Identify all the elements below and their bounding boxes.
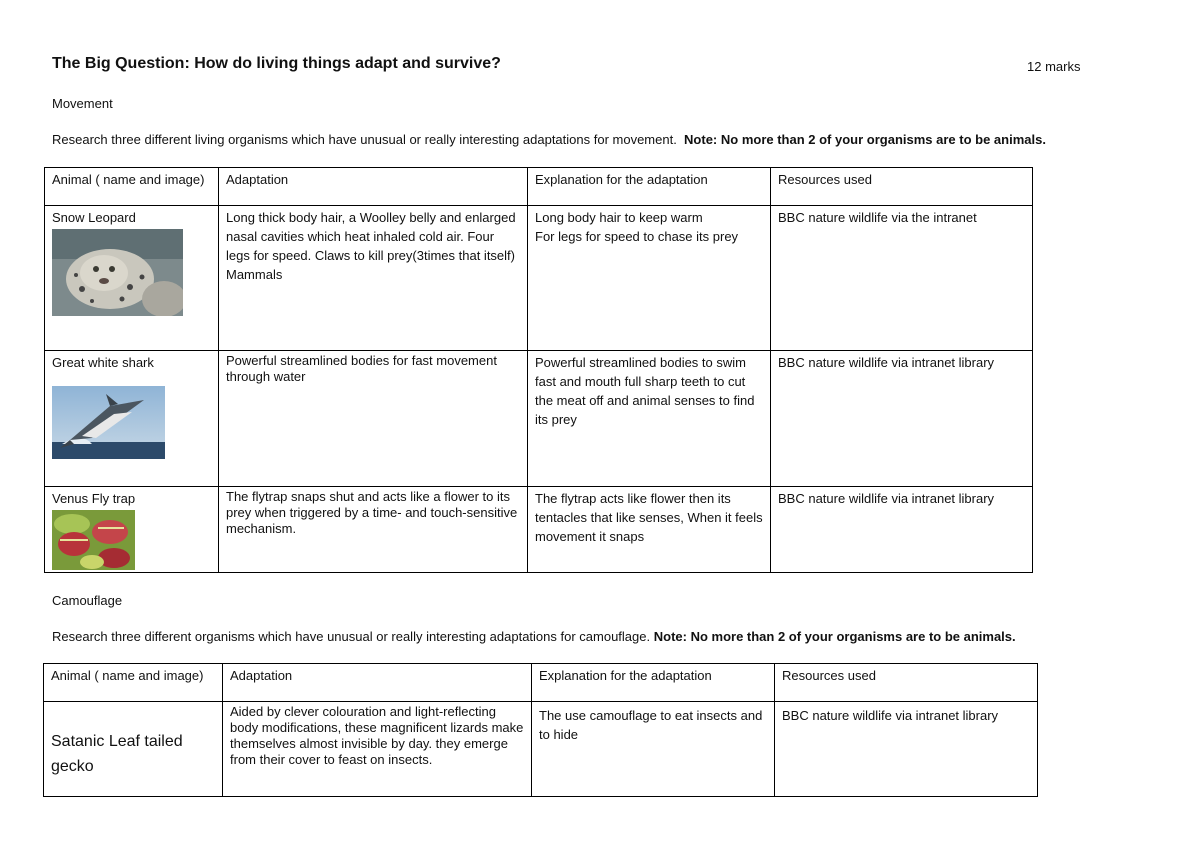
explanation-cell	[528, 206, 771, 351]
column-header: Animal ( name and image)	[45, 168, 219, 206]
explanation-cell: The flytrap acts like flower then its tentacles that like senses, When it feels movement it snaps	[528, 487, 771, 573]
animal-cell	[45, 206, 219, 351]
table-row	[44, 702, 1038, 797]
camouflage-instruction	[52, 629, 1016, 644]
explanation-cell: The use camouflage to eat insects and to hide	[532, 702, 775, 797]
animal-name: Snow Leopard	[52, 210, 136, 225]
table-row	[45, 206, 1033, 351]
resources-cell: BBC nature wildlife via the intranet	[771, 206, 1033, 351]
table-row	[45, 487, 1033, 573]
table-header-row	[44, 664, 1038, 702]
explanation-line: For legs for speed to chase its prey	[535, 229, 739, 244]
column-header: Adaptation	[219, 168, 528, 206]
column-header: Resources used	[775, 664, 1038, 702]
movement-note: Note: No more than 2 of your organisms are to be animals.	[684, 132, 1046, 147]
movement-heading: Movement	[52, 96, 113, 111]
movement-instruction	[52, 132, 1046, 147]
adaptation-cell: Aided by clever colouration and light-reflecting body modifications, these magnificent lizards make themselves almost invisible by day. they emerge from their cover to feast on insects.	[223, 702, 532, 797]
camouflage-heading: Camouflage	[52, 593, 123, 608]
camouflage-instruction-text: Research three different organisms which have unusual or really interesting adaptations for camouflage.	[52, 629, 651, 644]
movement-instruction-text: Research three different living organisms which have unusual or really interesting adaptations for movement.	[52, 132, 677, 147]
adaptation-cell: Long thick body hair, a Woolley belly and enlarged nasal cavities which heat inhaled cold air. Four legs for speed. Claws to kill prey(3times that itself) Mammals	[219, 206, 528, 351]
marks-label: 12 marks	[1027, 59, 1081, 74]
resources-cell: BBC nature wildlife via intranet library	[775, 702, 1038, 797]
page-title: The Big Question: How do living things adapt and survive?	[52, 55, 501, 72]
movement-table	[44, 167, 1033, 573]
animal-name: Venus Fly trap	[52, 491, 136, 506]
column-header: Explanation for the adaptation	[528, 168, 771, 206]
column-header: Animal ( name and image)	[44, 664, 223, 702]
animal-name: Satanic Leaf tailed gecko	[51, 733, 183, 775]
resources-cell: BBC nature wildlife via intranet library	[771, 487, 1033, 573]
camouflage-table	[43, 663, 1038, 797]
resources-cell: BBC nature wildlife via intranet library	[771, 351, 1033, 487]
snow-leopard-image	[52, 229, 183, 316]
explanation-cell: Powerful streamlined bodies to swim fast and mouth full sharp teeth to cut the meat off and animal senses to find its prey	[528, 351, 771, 487]
animal-name: Great white shark	[52, 355, 154, 370]
adaptation-cell: Powerful streamlined bodies for fast movement through water	[219, 351, 528, 487]
camouflage-note: Note: No more than 2 of your organisms are to be animals.	[653, 629, 1016, 644]
great-white-shark-image	[52, 386, 165, 459]
explanation-line: Long body hair to keep warm	[535, 210, 703, 225]
column-header: Explanation for the adaptation	[532, 664, 775, 702]
column-header: Resources used	[771, 168, 1033, 206]
animal-cell	[44, 702, 223, 797]
table-row	[45, 351, 1033, 487]
venus-fly-trap-image	[52, 510, 135, 570]
table-header-row	[45, 168, 1033, 206]
animal-cell	[45, 351, 219, 487]
column-header: Adaptation	[223, 664, 532, 702]
adaptation-cell: The flytrap snaps shut and acts like a flower to its prey when triggered by a time- and touch-sensitive mechanism.	[219, 487, 528, 573]
animal-cell	[45, 487, 219, 573]
